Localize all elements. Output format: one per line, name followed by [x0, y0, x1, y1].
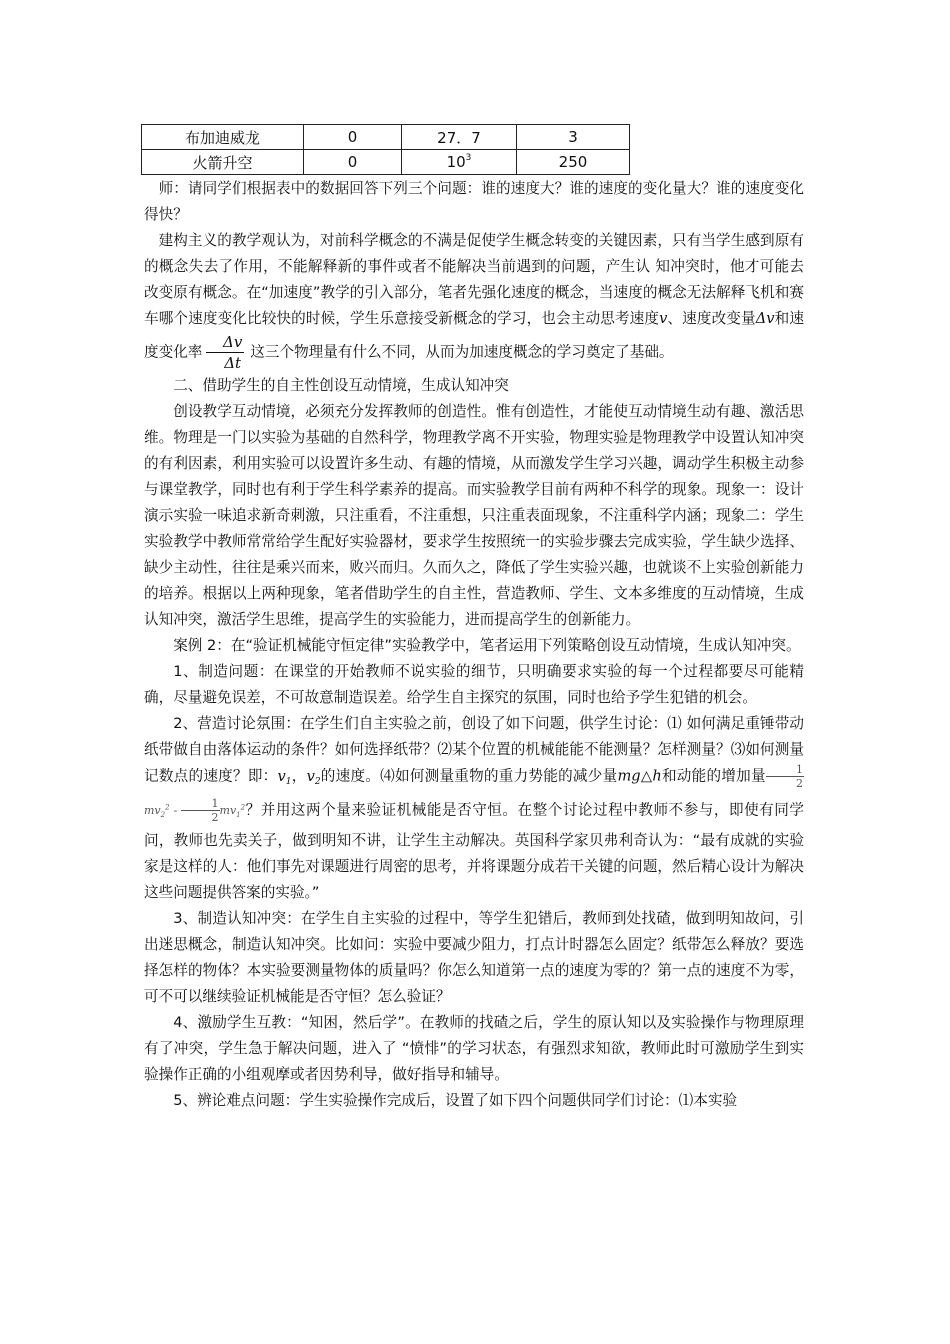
- subscript: 2: [314, 776, 321, 787]
- symbol-v: v: [659, 310, 668, 327]
- paragraph-item-2: [144, 711, 804, 906]
- power-base: 10: [446, 153, 466, 171]
- fraction-numerator: Δv: [206, 332, 244, 353]
- superscript: 2: [165, 803, 170, 812]
- paragraph-item-5: 5、辨论难点问题：学生实验操作完成后，设置了如下四个问题供同学们讨论：⑴本实验: [173, 1092, 738, 1110]
- text-run: 和速度变化率: [144, 310, 804, 361]
- paragraph-interactive-situation: 创设教学互动情境，必须充分发挥教师的创造性。惟有创造性，才能使互动情境生动有趣、激活思维。物理是一门以实验为基础的自然科学，物理教学离不开实验，物理实验是物理教学中设置认知冲突的有利因素，利用实验可以设置许多生动、有趣的情境，从而激发学生学习兴趣，调动学生积极主动参与课堂教学，同时也有利于学生科学素养的提高。而实验教学目前有两种不科学的现象。现象一：设计演示实验一味追求新奇刺激，只注重看，不注重想，只注重表面现象，不注重科学内涵；现象二：学生实验教学中教师常常给学生配好实验器材，要求学生按照统一的实验步骤去完成实验，学生缺少选择、缺少主动性，往往是乘兴而来，败兴而归。久而久之，降低了学生实验兴趣，也就谈不上实验创新能力的培养。根据以上两种现象，笔者借助学生的自主性，营造教师、学生、文本多维度的互动情境，生成认知冲突，激活学生思维，提高学生的实验能力，进而提高学生的创新能力。: [144, 403, 804, 628]
- table-cell: 布加迪威龙: [142, 125, 304, 150]
- paragraph-case-2: 案例 2：在“验证机械能守恒定律”实验教学中，笔者运用下列策略创设互动情境，生成认知冲突。: [173, 637, 801, 654]
- half-fraction: [181, 797, 219, 824]
- rate-fraction: [206, 332, 244, 373]
- text-run: ？并用这两个量来验证机械能是否守恒。在整个讨论过程中教师不参与，即使有同学问，教师也先卖关子，做到明知不讲，让学生主动解决。英国科学家贝弗利奇认为：“最有成就的实验家是这样的人：他们事先对课题进行周密的思考，并将课题分成若干关键的问题，然后精心设计为解决这些问题提供答案的实验。”: [144, 801, 804, 902]
- table-cell: 3: [517, 125, 630, 150]
- text-run: 这三个物理量有什么不同，从而为加速度概念的学习奠定了基础。: [250, 343, 674, 361]
- term-letters: mv: [144, 804, 161, 818]
- table-cell: 火箭升空: [142, 150, 304, 175]
- paragraph-teacher-question: 师：请同学们根据表中的数据回答下列三个问题：谁的速度大？谁的速度的变化量大？谁的速度变化得快？: [144, 180, 804, 223]
- subscript: 2: [160, 811, 166, 820]
- table-cell: 0: [304, 150, 402, 175]
- table-cell: 0: [304, 125, 402, 150]
- paragraph-constructivism: [144, 228, 804, 373]
- power-exponent: 3: [465, 153, 472, 163]
- half-fraction: [766, 763, 804, 790]
- text-run: ，: [291, 767, 307, 785]
- table-row: [142, 150, 630, 175]
- fraction-denominator: Δt: [224, 354, 242, 372]
- fraction-denominator: 2: [211, 810, 219, 824]
- fraction-denominator: 2: [795, 777, 803, 790]
- section-heading: 二、借助学生的自主性创设互动情境，生成认知冲突: [173, 377, 509, 394]
- text-run: 建构主义的教学观认为，对前科学概念的不满是促使学生概念转变的关键因素，只有当学生感到原有的概念失去了作用，不能解释新的事件或者不能解决当前遇到的问题，产生认 知冲突时，他才可能去改变原有概念。在“加速度”教学的引入部分，笔者先强化速度的概念，当速度的概念无法解释飞机和赛车哪个速度变化比较快的时候，学生乐意接受新概念的学习，也会主动思考速度: [144, 232, 804, 327]
- subscript: 1: [236, 811, 241, 820]
- table-cell-power: [402, 150, 517, 175]
- text-run: 、速度改变量: [667, 310, 756, 327]
- symbol-mgh: mg△h: [617, 767, 662, 785]
- data-table: [141, 124, 630, 175]
- term-letters: mv: [219, 804, 237, 818]
- text-run: 2、营造讨论氛围：在学生们自主实验之前，创设了如下问题，供学生讨论：⑴ 如何满足重锤带动纸带做自由落体运动的条件？如何选择纸带？⑵某个位置的机械能能不能测量？怎样测量？⑶如何测量记数点的速度？即：: [144, 715, 804, 785]
- minus-sign: -: [169, 804, 182, 818]
- superscript: 2: [240, 803, 246, 812]
- table-cell: 250: [517, 150, 630, 175]
- symbol-v2: [307, 768, 321, 785]
- term-mv2: [144, 803, 170, 820]
- table-cell: 27．7: [402, 125, 517, 150]
- fraction-numerator: 1: [181, 797, 219, 811]
- symbol-delta-v: Δv: [755, 310, 775, 327]
- table-row: [142, 125, 630, 150]
- paragraph-item-4: 4、激励学生互教：“知困，然后学”。在教师的找碴之后，学生的原认知以及实验操作与物理原理有了冲突，学生急于解决问题，进入了 “愤悱”的学习状态，有强烈求知欲，教师此时可激励学生到实验操作正确的小组观摩或者因势利导，做好指导和辅导。: [144, 1014, 804, 1084]
- symbol-letter: v: [306, 767, 315, 785]
- symbol-letter: v: [277, 767, 286, 785]
- term-mv1: [219, 803, 246, 820]
- text-run: 和动能的增加量: [661, 767, 766, 785]
- fraction-numerator: 1: [766, 763, 804, 777]
- paragraph-item-3: 3、制造认知冲突：在学生自主实验的过程中，等学生犯错后，教师到处找碴，做到明知故问，引出迷思概念，制造认知冲突。比如问：实验中要减少阻力，打点计时器怎么固定？纸带怎么释放？要选择怎样的物体？本实验要测量物体的质量吗？你怎么知道第一点的速度为零的？第一点的速度不为零，可不可以继续验证机械能是否守恒？怎么验证？: [144, 910, 804, 1006]
- subscript: 1: [285, 776, 292, 787]
- article-body: [144, 176, 804, 1114]
- text-run: 的速度。⑷如何测量重物的重力势能的减少量: [320, 767, 618, 785]
- paragraph-item-1: 1、制造问题：在课堂的开始教师不说实验的细节，只明确要求实验的每一个过程都要尽可能精确，尽量避免误差，不可故意制造误差。给学生自主探究的氛围，同时也给予学生犯错的机会。: [144, 663, 804, 706]
- symbol-v1: [278, 768, 292, 785]
